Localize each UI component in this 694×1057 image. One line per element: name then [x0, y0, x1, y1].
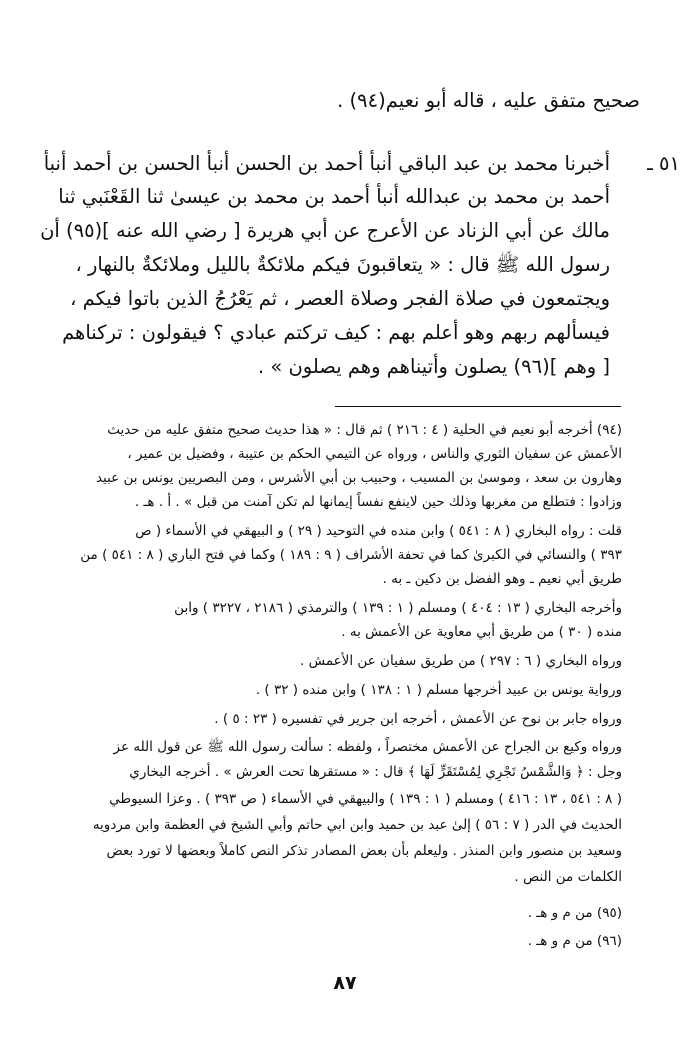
hadith-line: مالك عن أبي الزناد عن الأعرج عن أبي هريرة [ رضي الله عنه ](٩٥) أن [40, 219, 610, 242]
footnote-line: (٩٦) من م و هـ . [527, 933, 622, 949]
footnote-line: وأخرجه البخاري ( ١٣ : ٤٠٤ ) ومسلم ( ١ : ١٣٩ ) والترمذي ( ٢١٨٦ ، ٣٢٢٧ ) وابن [174, 600, 622, 616]
footnote-separator [335, 406, 621, 407]
footnote-line: ( ٨ : ٥٤١ ، ١٣ : ٤١٦ ) ومسلم ( ١ : ١٣٩ ) والبيهقي في الأسماء ( ص ٣٩٣ ) . وعزا السيوطي [109, 791, 622, 807]
footnote-line: وجل : ﴿ وَالشَّمْسُ تَجْرِي لِمُسْتَقَرٍّ لَهَا ﴾ قال : « مستقرها تحت العرش » . أخرجه البخاري [129, 764, 622, 780]
footnote-line: وهارون بن سعد ، وموسىٰ بن المسيب ، وحبيب بن أبي الأشرس ، ومن البصريين يونس بن عبيد [95, 470, 622, 486]
hadith-line: [ وهم ](٩٦) يصلون وأتيناهم وهم يصلون » . [257, 355, 610, 378]
footnote-line: طريق أبي نعيم ـ وهو الفضل بن دكين ـ به . [382, 571, 622, 587]
footnote-line: منده ( ٣٠ ) من طريق أبي معاوية عن الأعمش به . [341, 624, 622, 640]
footnote-line: (٩٥) من م و هـ . [527, 905, 622, 921]
footnote-line: ورواه وكيع بن الجراح عن الأعمش مختصراً ، ولفظه : سألت رسول الله ﷺ عن قول الله عز [113, 739, 622, 755]
intro-line: صحيح متفق عليه ، قاله أبو نعيم(٩٤) . [337, 89, 640, 112]
hadith-line: ويجتمعون في صلاة الفجر وصلاة العصر ، ثم يَعْرُجُ الذين باتوا فيكم ، [70, 287, 610, 310]
footnote-line: (٩٤) أخرجه أبو نعيم في الحلية ( ٤ : ٢١٦ ) ثم قال : « هذا حديث صحيح متفق عليه من حديث [107, 422, 622, 438]
hadith-line: أخبرنا محمد بن عبد الباقي أنبأ أحمد بن الحسن أنبأ الحسن بن أحمد أنبأ [43, 152, 610, 175]
footnote-line: قلت : رواه البخاري ( ٨ : ٥٤١ ) وابن منده في التوحيد ( ٢٩ ) و البيهقي في الأسماء ( ص [135, 523, 622, 539]
footnote-line: وزادوا : فتطلع من مغربها وذلك حين لاينفع نفساً إيمانها لم تكن آمنت من قبل » . أ . هـ . [134, 494, 622, 510]
hadith-line: رسول الله ﷺ قال : « يتعاقبونَ فيكم ملائكةٌ بالليل وملائكةٌ بالنهار ، [75, 253, 610, 276]
hadith-line: فيسألهم ربهم وهو أعلم بهم : كيف تركتم عبادي ؟ فيقولون : تركناهم [62, 321, 610, 344]
footnote-line: الأعمش عن سفيان الثوري والناس ، ورواه عن التيمي الحكم بن عتيبة ، وفضيل بن عمير ، [127, 446, 622, 462]
hadith-line: أحمد بن محمد بن عبدالله أنبأ أحمد بن محمد بن عيسىٰ ثنا القَعْنَبي ثنا [58, 185, 610, 208]
footnote-line: ورواه البخاري ( ٦ : ٢٩٧ ) من طريق سفيان عن الأعمش . [300, 653, 622, 669]
page-number: ٨٧ [333, 972, 357, 994]
footnote-line: ٣٩٣ ) والنسائي في الكبرىٰ كما في تحفة الأشراف ( ٩ : ١٨٩ ) وكما في فتح الباري ( ٨ : ٥٤١ ) من [80, 547, 622, 563]
footnote-line: ورواية يونس بن عبيد أخرجها مسلم ( ١ : ١٣٨ ) وابن منده ( ٣٢ ) . [255, 682, 622, 698]
footnote-line: وسعيد بن منصور وابن المنذر . وليعلم بأن بعض المصادر تذكر النص كاملاً وبعضها لا تورد بعض [106, 843, 622, 859]
hadith-number: ٥١ ـ [647, 152, 680, 175]
footnote-line: الحديث في الدر ( ٧ : ٥٦ ) إلىٰ عبد بن حميد وابن ابي حاتم وأبي الشيخ في العظمة وابن مردويه [92, 817, 622, 833]
footnote-line: ورواه جابر بن نوح عن الأعمش ، أخرجه ابن جرير في تفسيره ( ٢٣ : ٥ ) . [214, 711, 622, 727]
footnote-line: الكلمات من النص . [514, 869, 622, 885]
